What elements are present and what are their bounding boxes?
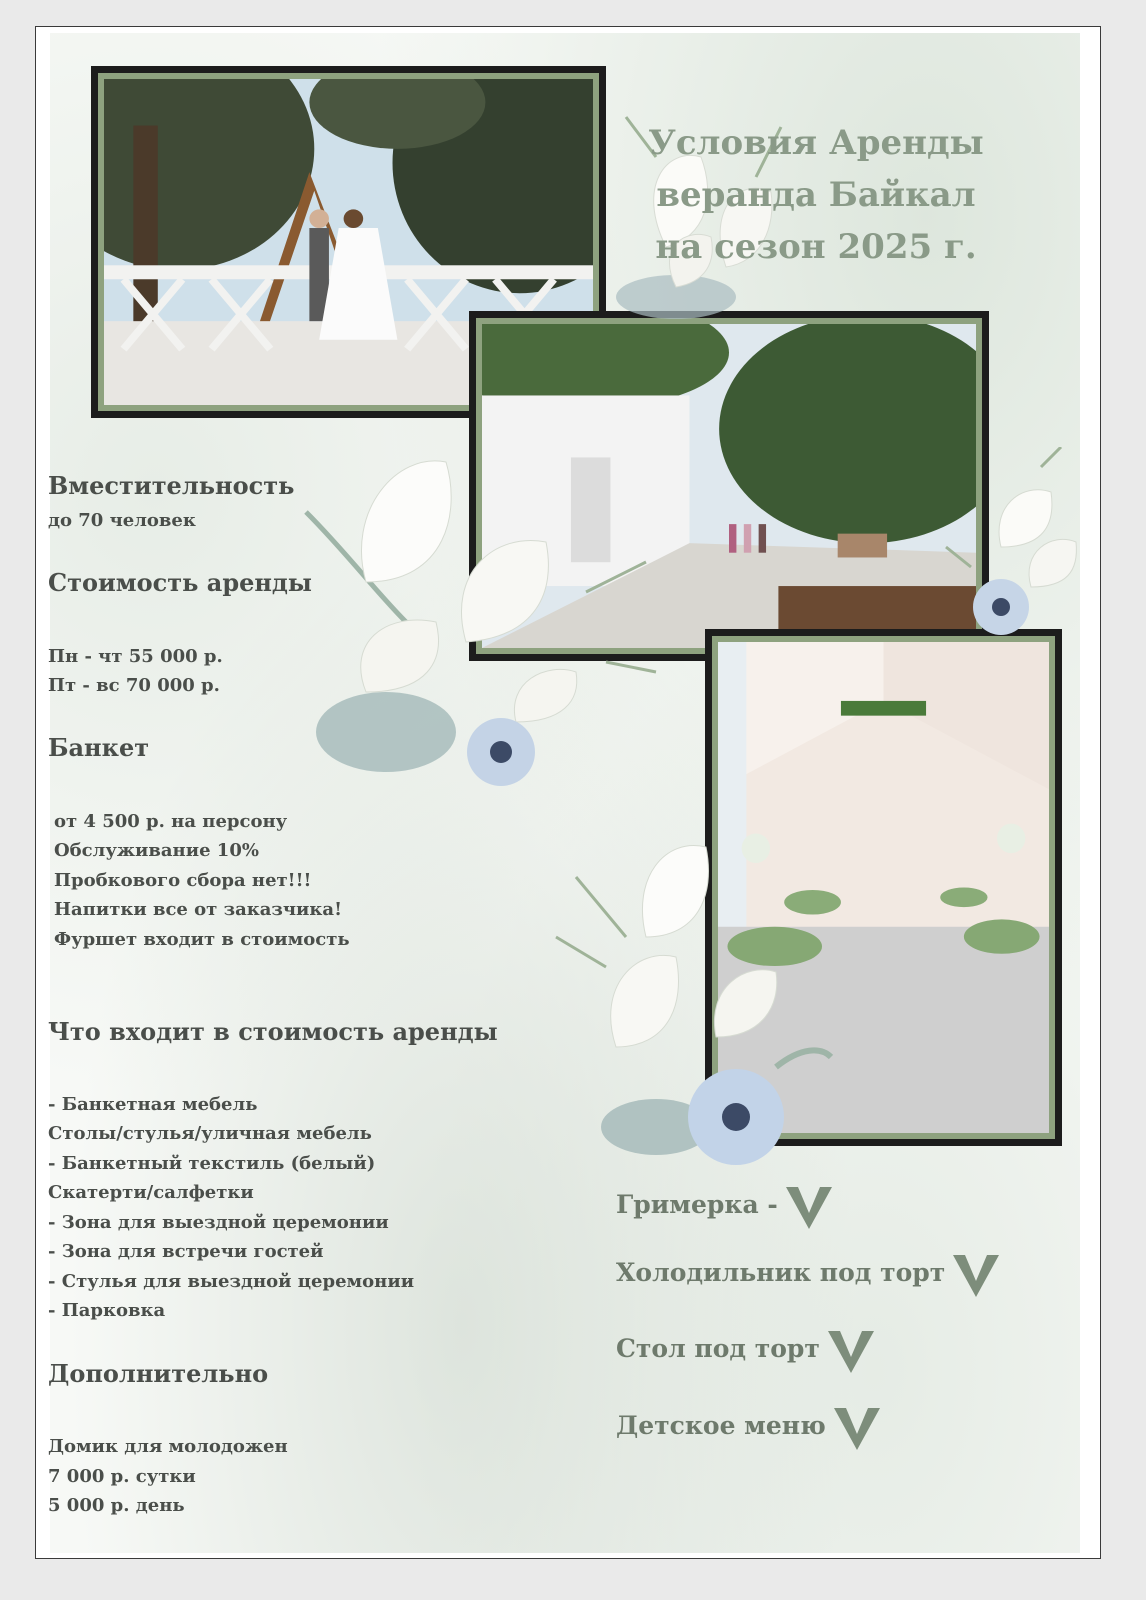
capacity-value: до 70 человек [48,510,196,531]
title-line-1: Условия Аренды [648,123,984,163]
calla-bouquet-center-left [286,432,666,812]
banquet-heading: Банкет [48,733,150,762]
amenity-label: Гримерка - [616,1189,778,1219]
banquet-line: от 4 500 р. на персону [54,811,288,832]
amenity-label: Холодильник под торт [616,1257,946,1287]
banquet-line: Напитки все от заказчика! [54,899,342,920]
page-title [626,117,1006,273]
calla-bouquet-bottom-center [536,797,836,1197]
included-line: - Зона для выездной церемонии [48,1212,389,1233]
included-line: - Банкетный текстиль (белый) [48,1153,376,1174]
included-line: - Банкетная мебель [48,1094,258,1115]
extra-line: Домик для молодожен [48,1436,288,1457]
amenity-cake-fridge [616,1247,999,1297]
amenity-makeup-room [616,1179,832,1229]
rent-weekday-price: Пн - чт 55 000 р. [48,646,223,667]
amenity-label: Стол под торт [616,1333,820,1363]
calla-bouquet-right [941,447,1091,657]
extra-line: 7 000 р. сутки [48,1466,196,1487]
rent-weekend-price: Пт - вс 70 000 р. [48,675,220,696]
included-line: - Зона для встречи гостей [48,1241,324,1262]
included-heading: Что входит в стоимость аренды [48,1017,498,1046]
checkmark-icon [786,1179,832,1229]
banquet-line: Обслуживание 10% [54,840,259,861]
included-line: - Парковка [48,1300,166,1321]
title-line-3: на сезон 2025 г. [655,227,977,267]
extra-heading: Дополнительно [48,1359,269,1388]
rent-heading: Стоимость аренды [48,568,312,597]
included-line: Скатерти/салфетки [48,1182,254,1203]
amenity-cake-table [616,1323,874,1373]
extra-line: 5 000 р. день [48,1495,185,1516]
banquet-line: Пробкового сбора нет!!! [54,870,312,891]
checkmark-icon [828,1323,874,1373]
included-line: Столы/стулья/уличная мебель [48,1123,372,1144]
checkmark-icon [834,1400,880,1450]
document-page [35,26,1101,1559]
title-line-2: веранда Байкал [656,175,976,215]
amenity-kids-menu [616,1400,880,1450]
banquet-line: Фуршет входит в стоимость [54,929,350,950]
capacity-heading: Вместительность [48,471,295,500]
amenity-label: Детское меню [616,1410,826,1440]
checkmark-icon [953,1247,999,1297]
included-line: - Стулья для выездной церемонии [48,1271,415,1292]
